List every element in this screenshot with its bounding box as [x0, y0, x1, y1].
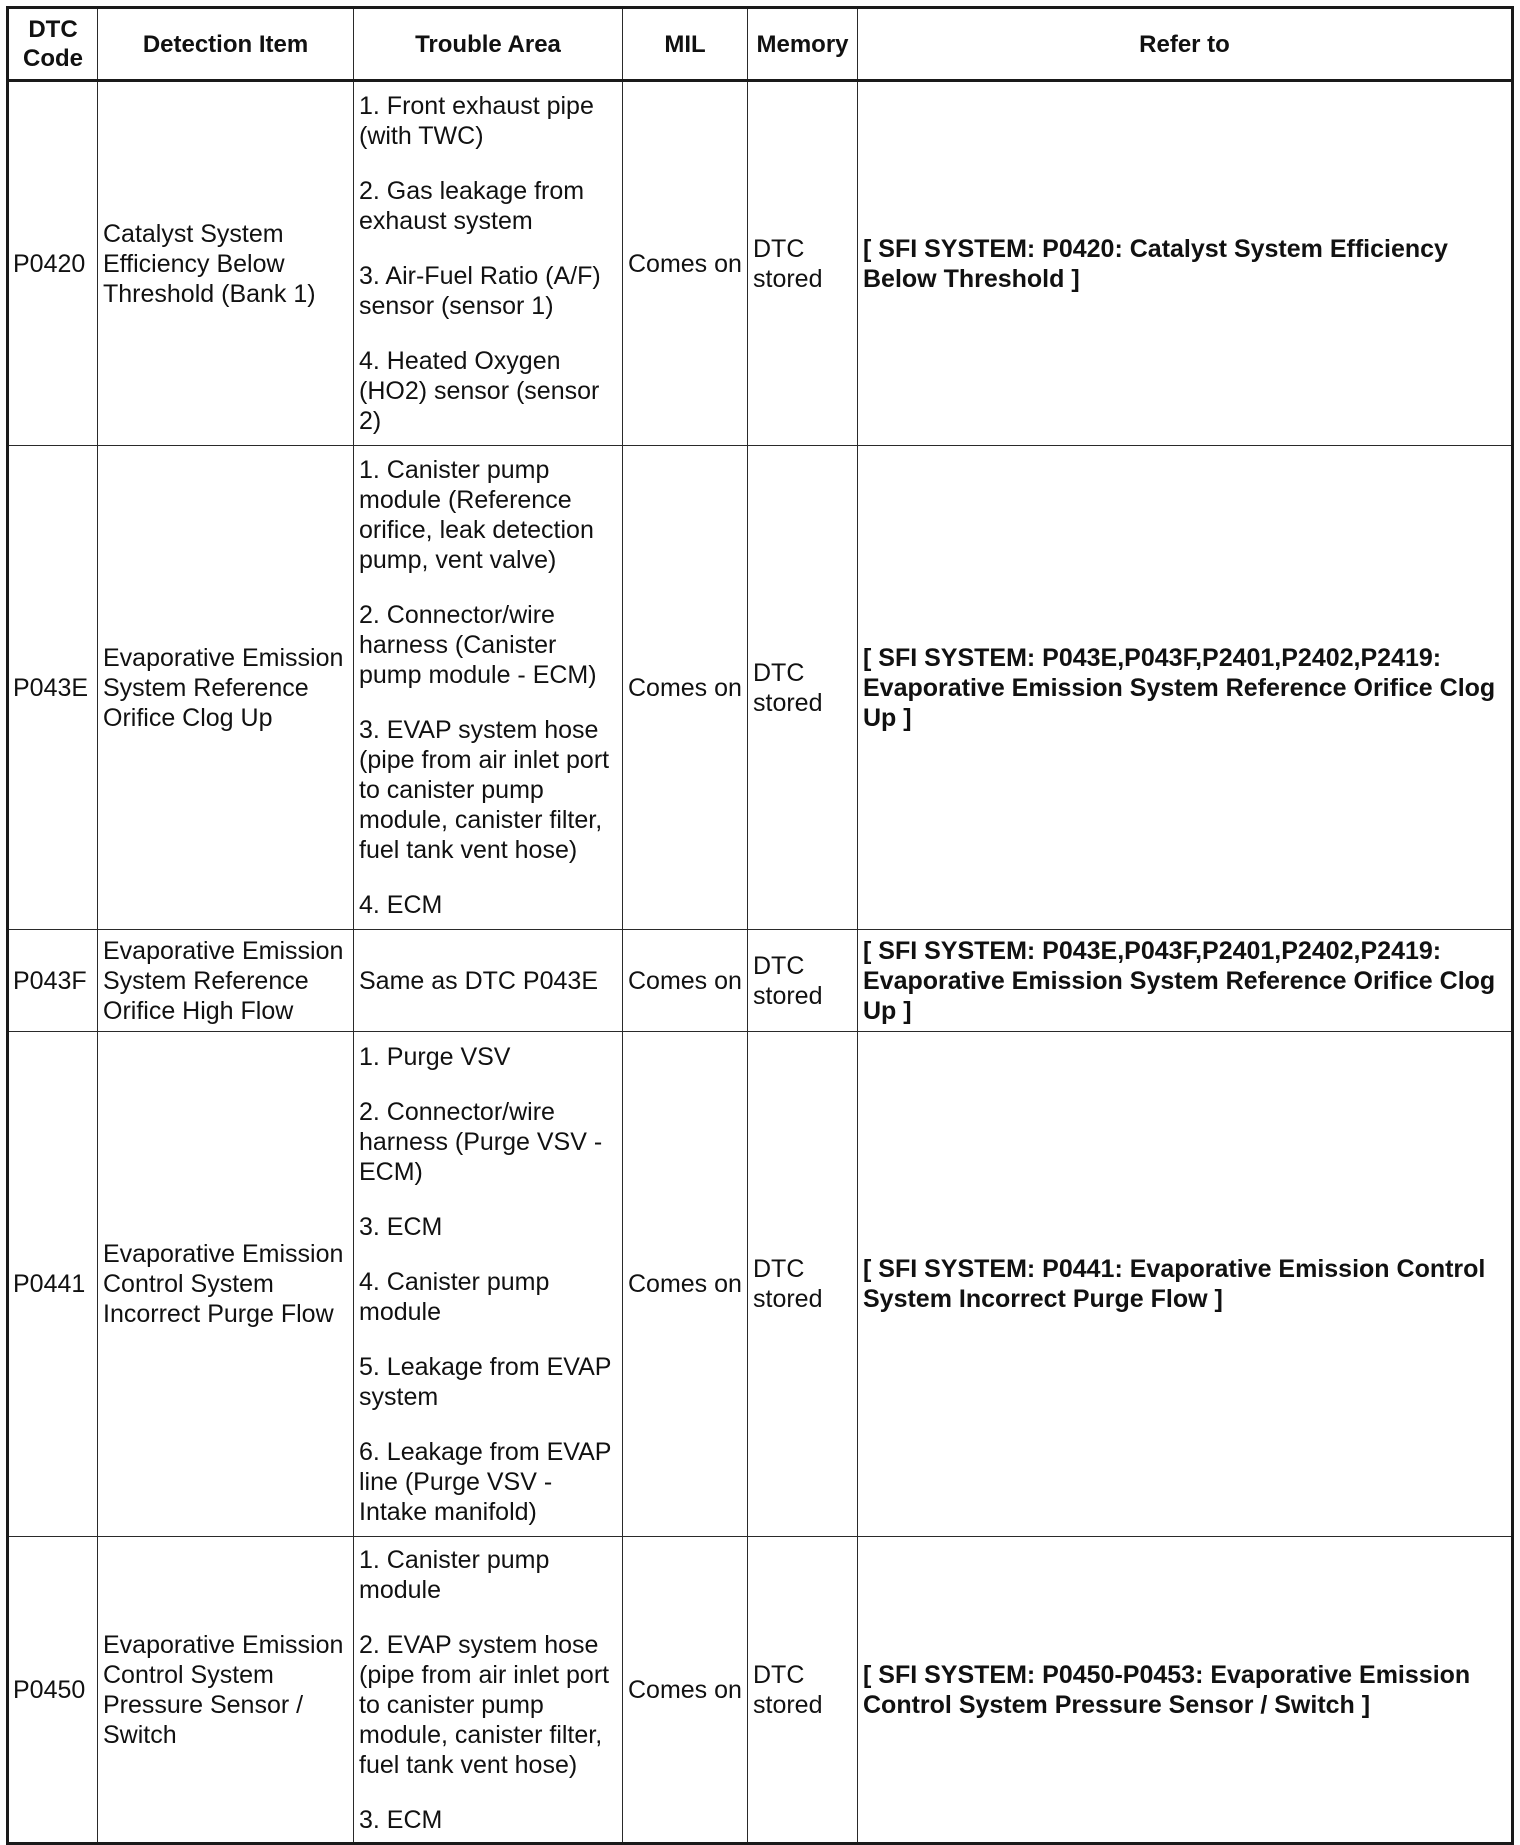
trouble-area-item: 2. Gas leakage from exhaust system: [359, 177, 585, 235]
table-row: [8, 446, 1513, 930]
trouble-area-item: 1. Front exhaust pipe (with TWC): [359, 92, 594, 150]
refer-to-cell: [ SFI SYSTEM: P0420: Catalyst System Efficiency Below Threshold ]: [858, 81, 1513, 446]
refer-to-cell: [ SFI SYSTEM: P043E,P043F,P2401,P2402,P2419: Evaporative Emission System Reference Orifice Clog Up ]: [858, 930, 1513, 1032]
trouble-area-item: 2. Connector/wire harness (Purge VSV - ECM): [359, 1097, 603, 1186]
table-row: [8, 81, 1513, 446]
detection-item-cell: Catalyst System Efficiency Below Threshold (Bank 1): [98, 81, 354, 446]
trouble-area-item: 4. Heated Oxygen (HO2) sensor (sensor 2): [359, 347, 600, 435]
mil-cell: Comes on: [623, 81, 748, 446]
trouble-area-item: 3. ECM: [359, 1212, 443, 1241]
header-detection-item: Detection Item: [98, 8, 354, 81]
memory-cell: DTC stored: [748, 930, 858, 1032]
mil-cell: Comes on: [623, 1537, 748, 1844]
mil-cell: Comes on: [623, 930, 748, 1032]
trouble-area-cell: [354, 1537, 623, 1844]
trouble-area-item: 3. Air-Fuel Ratio (A/F) sensor (sensor 1): [359, 262, 601, 320]
header-refer-to: Refer to: [858, 8, 1513, 81]
memory-cell: DTC stored: [748, 1537, 858, 1844]
trouble-area-item: 3. ECM: [359, 1805, 443, 1834]
mil-cell: Comes on: [623, 1032, 748, 1537]
mil-cell: Comes on: [623, 446, 748, 930]
header-row: [8, 8, 1513, 81]
memory-cell: DTC stored: [748, 81, 858, 446]
trouble-area-item: 4. ECM: [359, 891, 443, 919]
trouble-area-cell: [354, 446, 623, 930]
detection-item-cell: Evaporative Emission System Reference Orifice Clog Up: [98, 446, 354, 930]
dtc-code-cell: P043F: [8, 930, 98, 1032]
header-dtc-code: DTC Code: [8, 8, 98, 81]
dtc-code-cell: P0450: [8, 1537, 98, 1844]
table-row: [8, 1537, 1513, 1844]
refer-to-cell: [ SFI SYSTEM: P0450-P0453: Evaporative Emission Control System Pressure Sensor / Switch ]: [858, 1537, 1513, 1844]
memory-cell: DTC stored: [748, 1032, 858, 1537]
trouble-area-cell: [354, 1032, 623, 1537]
trouble-area-item: 5. Leakage from EVAP system: [359, 1352, 612, 1411]
header-memory: Memory: [748, 8, 858, 81]
trouble-area-item: 6. Leakage from EVAP line (Purge VSV - Intake manifold): [359, 1437, 612, 1526]
trouble-area-item: 2. EVAP system hose (pipe from air inlet port to canister pump module, canister filter, fuel tank vent hose): [359, 1630, 610, 1779]
trouble-area-item: 3. EVAP system hose (pipe from air inlet port to canister pump module, canister filter, fuel tank vent hose): [359, 716, 610, 864]
refer-to-cell: [ SFI SYSTEM: P0441: Evaporative Emission Control System Incorrect Purge Flow ]: [858, 1032, 1513, 1537]
detection-item-cell: Evaporative Emission System Reference Orifice High Flow: [98, 930, 354, 1032]
trouble-area-item: 1. Canister pump module (Reference orifice, leak detection pump, vent valve): [359, 456, 594, 574]
trouble-area-item: 1. Purge VSV: [359, 1042, 511, 1071]
table-body: [8, 81, 1513, 1844]
dtc-code-cell: P0420: [8, 81, 98, 446]
header-trouble-area: Trouble Area: [354, 8, 623, 81]
trouble-area-item: 2. Connector/wire harness (Canister pump module - ECM): [359, 601, 597, 689]
dtc-table: [6, 6, 1514, 1845]
trouble-area-item: 1. Canister pump module: [359, 1545, 550, 1604]
detection-item-cell: Evaporative Emission Control System Incorrect Purge Flow: [98, 1032, 354, 1537]
refer-to-cell: [ SFI SYSTEM: P043E,P043F,P2401,P2402,P2419: Evaporative Emission System Reference Orifice Clog Up ]: [858, 446, 1513, 930]
trouble-area-item: 4. Canister pump module: [359, 1267, 550, 1326]
header-mil: MIL: [623, 8, 748, 81]
trouble-area-item: Same as DTC P043E: [359, 966, 598, 995]
dtc-code-cell: P043E: [8, 446, 98, 930]
detection-item-cell: Evaporative Emission Control System Pressure Sensor / Switch: [98, 1537, 354, 1844]
table-row: [8, 1032, 1513, 1537]
trouble-area-cell: [354, 81, 623, 446]
trouble-area-cell: [354, 930, 623, 1032]
dtc-code-cell: P0441: [8, 1032, 98, 1537]
memory-cell: DTC stored: [748, 446, 858, 930]
table-row: [8, 930, 1513, 1032]
